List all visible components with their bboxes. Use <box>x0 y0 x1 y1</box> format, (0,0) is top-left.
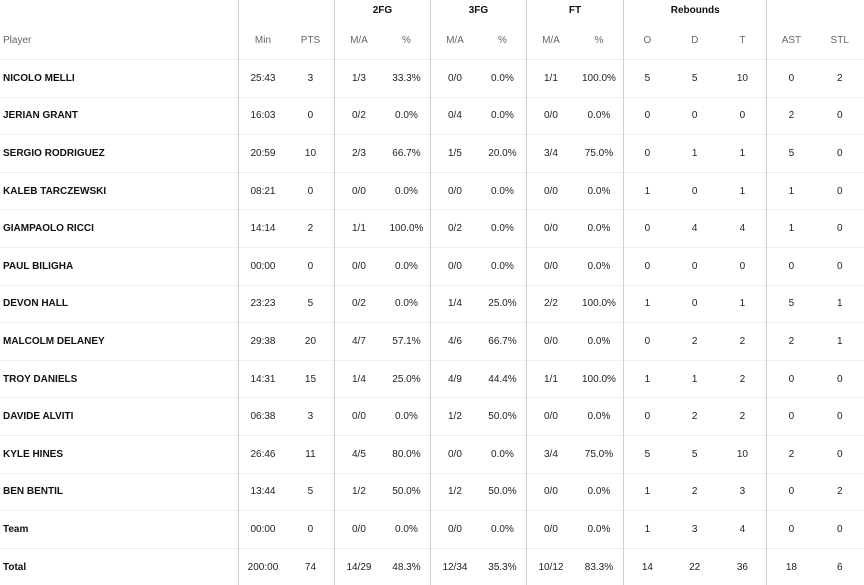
group-header-min-pts <box>238 0 334 21</box>
fg3-percent-cell: 0.0% <box>479 435 527 473</box>
ft-made-attempted-cell: 2/2 <box>526 285 575 323</box>
total-rebounds-cell: 2 <box>718 323 767 361</box>
steals-cell: 0 <box>815 172 864 210</box>
fg3-made-attempted-cell: 0/2 <box>430 210 479 248</box>
ft-made-attempted-cell: 1/1 <box>526 60 575 98</box>
fg2-made-attempted-cell: 0/0 <box>334 247 383 285</box>
column-header-row <box>0 21 864 60</box>
column-header-reb-t[interactable]: T <box>718 21 767 60</box>
points-cell: 74 <box>287 548 334 585</box>
table-row <box>0 60 864 98</box>
minutes-cell: 26:46 <box>238 435 287 473</box>
fg3-percent-cell: 50.0% <box>479 473 527 511</box>
fg2-percent-cell: 80.0% <box>383 435 431 473</box>
minutes-cell: 23:23 <box>238 285 287 323</box>
offensive-rebounds-cell: 0 <box>623 247 670 285</box>
fg2-made-attempted-cell: 4/7 <box>334 323 383 361</box>
player-name-cell[interactable]: NICOLO MELLI <box>0 60 238 98</box>
total-rebounds-cell: 4 <box>718 511 767 549</box>
defensive-rebounds-cell: 1 <box>671 360 718 398</box>
player-name-cell[interactable]: PAUL BILIGHA <box>0 247 238 285</box>
fg2-made-attempted-cell: 0/0 <box>334 398 383 436</box>
fg3-percent-cell: 0.0% <box>479 97 527 135</box>
table-row <box>0 210 864 248</box>
offensive-rebounds-cell: 0 <box>623 323 670 361</box>
ft-made-attempted-cell: 3/4 <box>526 435 575 473</box>
points-cell: 11 <box>287 435 334 473</box>
ft-percent-cell: 100.0% <box>575 60 624 98</box>
points-cell: 0 <box>287 172 334 210</box>
stats-body <box>0 60 864 585</box>
fg3-made-attempted-cell: 0/4 <box>430 97 479 135</box>
table-row <box>0 511 864 549</box>
assists-cell: 0 <box>767 398 816 436</box>
table-row <box>0 97 864 135</box>
column-header-ft-ma[interactable]: M/A <box>526 21 575 60</box>
fg2-made-attempted-cell: 1/1 <box>334 210 383 248</box>
fg3-made-attempted-cell: 0/0 <box>430 247 479 285</box>
total-rebounds-cell: 4 <box>718 210 767 248</box>
fg2-percent-cell: 0.0% <box>383 398 431 436</box>
fg3-percent-cell: 44.4% <box>479 360 527 398</box>
defensive-rebounds-cell: 22 <box>671 548 718 585</box>
fg3-made-attempted-cell: 4/6 <box>430 323 479 361</box>
ft-made-attempted-cell: 0/0 <box>526 398 575 436</box>
group-header-2fg: 2FG <box>334 0 430 21</box>
fg3-made-attempted-cell: 0/0 <box>430 172 479 210</box>
fg2-made-attempted-cell: 2/3 <box>334 135 383 173</box>
fg3-made-attempted-cell: 1/4 <box>430 285 479 323</box>
minutes-cell: 14:14 <box>238 210 287 248</box>
ft-made-attempted-cell: 0/0 <box>526 473 575 511</box>
ft-percent-cell: 100.0% <box>575 360 624 398</box>
player-name-cell[interactable]: KALEB TARCZEWSKI <box>0 172 238 210</box>
ft-percent-cell: 100.0% <box>575 285 624 323</box>
total-row <box>0 548 864 585</box>
total-rebounds-cell: 1 <box>718 285 767 323</box>
fg3-made-attempted-cell: 0/0 <box>430 60 479 98</box>
offensive-rebounds-cell: 0 <box>623 398 670 436</box>
fg3-made-attempted-cell: 4/9 <box>430 360 479 398</box>
fg2-made-attempted-cell: 0/2 <box>334 97 383 135</box>
column-header-3fg-pct[interactable]: % <box>479 21 527 60</box>
points-cell: 0 <box>287 97 334 135</box>
fg3-percent-cell: 0.0% <box>479 60 527 98</box>
column-header-pts[interactable]: PTS <box>287 21 334 60</box>
ft-made-attempted-cell: 0/0 <box>526 511 575 549</box>
table-row <box>0 360 864 398</box>
player-name-cell[interactable]: DAVIDE ALVITI <box>0 398 238 436</box>
group-header-3fg: 3FG <box>430 0 526 21</box>
ft-percent-cell: 0.0% <box>575 172 624 210</box>
points-cell: 10 <box>287 135 334 173</box>
player-name-cell[interactable]: JERIAN GRANT <box>0 97 238 135</box>
fg2-made-attempted-cell: 4/5 <box>334 435 383 473</box>
total-rebounds-cell: 36 <box>718 548 767 585</box>
minutes-cell: 00:00 <box>238 511 287 549</box>
ft-made-attempted-cell: 0/0 <box>526 97 575 135</box>
steals-cell: 2 <box>815 473 864 511</box>
total-rebounds-cell: 2 <box>718 360 767 398</box>
column-header-2fg-ma[interactable]: M/A <box>334 21 383 60</box>
offensive-rebounds-cell: 14 <box>623 548 670 585</box>
ft-made-attempted-cell: 1/1 <box>526 360 575 398</box>
fg3-percent-cell: 0.0% <box>479 172 527 210</box>
fg2-percent-cell: 0.0% <box>383 172 431 210</box>
steals-cell: 0 <box>815 398 864 436</box>
fg3-percent-cell: 66.7% <box>479 323 527 361</box>
points-cell: 3 <box>287 60 334 98</box>
column-header-stl[interactable]: STL <box>815 21 864 60</box>
ft-made-attempted-cell: 3/4 <box>526 135 575 173</box>
fg3-percent-cell: 20.0% <box>479 135 527 173</box>
fg2-percent-cell: 25.0% <box>383 360 431 398</box>
total-rebounds-cell: 10 <box>718 435 767 473</box>
column-header-ft-pct[interactable]: % <box>575 21 624 60</box>
assists-cell: 1 <box>767 210 816 248</box>
minutes-cell: 16:03 <box>238 97 287 135</box>
player-name-cell[interactable]: GIAMPAOLO RICCI <box>0 210 238 248</box>
fg2-made-attempted-cell: 0/0 <box>334 172 383 210</box>
group-header-rebounds: Rebounds <box>623 0 766 21</box>
minutes-cell: 13:44 <box>238 473 287 511</box>
player-name-cell[interactable]: TROY DANIELS <box>0 360 238 398</box>
table-row <box>0 172 864 210</box>
steals-cell: 0 <box>815 135 864 173</box>
fg2-made-attempted-cell: 1/2 <box>334 473 383 511</box>
points-cell: 0 <box>287 247 334 285</box>
steals-cell: 0 <box>815 247 864 285</box>
table-row <box>0 135 864 173</box>
fg3-percent-cell: 0.0% <box>479 247 527 285</box>
table-row <box>0 435 864 473</box>
assists-cell: 2 <box>767 97 816 135</box>
fg3-made-attempted-cell: 0/0 <box>430 511 479 549</box>
total-rebounds-cell: 0 <box>718 247 767 285</box>
fg3-percent-cell: 25.0% <box>479 285 527 323</box>
column-header-2fg-pct[interactable]: % <box>383 21 431 60</box>
fg2-percent-cell: 66.7% <box>383 135 431 173</box>
player-name-cell[interactable]: KYLE HINES <box>0 435 238 473</box>
defensive-rebounds-cell: 2 <box>671 398 718 436</box>
ft-percent-cell: 0.0% <box>575 511 624 549</box>
player-name-cell[interactable]: Total <box>0 548 238 585</box>
fg3-made-attempted-cell: 12/34 <box>430 548 479 585</box>
assists-cell: 5 <box>767 285 816 323</box>
steals-cell: 0 <box>815 511 864 549</box>
fg2-made-attempted-cell: 1/4 <box>334 360 383 398</box>
defensive-rebounds-cell: 0 <box>671 172 718 210</box>
ft-percent-cell: 0.0% <box>575 97 624 135</box>
ft-percent-cell: 0.0% <box>575 210 624 248</box>
defensive-rebounds-cell: 2 <box>671 323 718 361</box>
fg2-percent-cell: 48.3% <box>383 548 431 585</box>
points-cell: 3 <box>287 398 334 436</box>
defensive-rebounds-cell: 0 <box>671 285 718 323</box>
fg2-percent-cell: 57.1% <box>383 323 431 361</box>
table-row <box>0 473 864 511</box>
minutes-cell: 00:00 <box>238 247 287 285</box>
fg3-made-attempted-cell: 1/2 <box>430 473 479 511</box>
ft-made-attempted-cell: 0/0 <box>526 210 575 248</box>
table-row <box>0 398 864 436</box>
minutes-cell: 25:43 <box>238 60 287 98</box>
steals-cell: 0 <box>815 360 864 398</box>
column-header-ast[interactable]: AST <box>767 21 816 60</box>
column-header-reb-o[interactable]: O <box>623 21 670 60</box>
ft-made-attempted-cell: 0/0 <box>526 247 575 285</box>
ft-made-attempted-cell: 10/12 <box>526 548 575 585</box>
group-header-ft: FT <box>526 0 623 21</box>
defensive-rebounds-cell: 3 <box>671 511 718 549</box>
defensive-rebounds-cell: 2 <box>671 473 718 511</box>
fg3-percent-cell: 0.0% <box>479 511 527 549</box>
offensive-rebounds-cell: 0 <box>623 210 670 248</box>
fg2-percent-cell: 50.0% <box>383 473 431 511</box>
column-header-3fg-ma[interactable]: M/A <box>430 21 479 60</box>
fg2-percent-cell: 0.0% <box>383 97 431 135</box>
fg2-made-attempted-cell: 14/29 <box>334 548 383 585</box>
player-name-cell[interactable]: Team <box>0 511 238 549</box>
minutes-cell: 20:59 <box>238 135 287 173</box>
steals-cell: 1 <box>815 285 864 323</box>
offensive-rebounds-cell: 1 <box>623 360 670 398</box>
table-row <box>0 247 864 285</box>
fg2-percent-cell: 0.0% <box>383 247 431 285</box>
points-cell: 5 <box>287 473 334 511</box>
offensive-rebounds-cell: 1 <box>623 172 670 210</box>
assists-cell: 0 <box>767 60 816 98</box>
ft-percent-cell: 75.0% <box>575 435 624 473</box>
player-name-cell[interactable]: DEVON HALL <box>0 285 238 323</box>
steals-cell: 6 <box>815 548 864 585</box>
offensive-rebounds-cell: 5 <box>623 435 670 473</box>
defensive-rebounds-cell: 5 <box>671 435 718 473</box>
offensive-rebounds-cell: 5 <box>623 60 670 98</box>
ft-made-attempted-cell: 0/0 <box>526 323 575 361</box>
ft-made-attempted-cell: 0/0 <box>526 172 575 210</box>
steals-cell: 2 <box>815 60 864 98</box>
fg3-made-attempted-cell: 0/0 <box>430 435 479 473</box>
player-name-cell[interactable]: BEN BENTIL <box>0 473 238 511</box>
fg2-percent-cell: 33.3% <box>383 60 431 98</box>
total-rebounds-cell: 3 <box>718 473 767 511</box>
column-header-reb-d[interactable]: D <box>671 21 718 60</box>
ft-percent-cell: 0.0% <box>575 473 624 511</box>
defensive-rebounds-cell: 5 <box>671 60 718 98</box>
ft-percent-cell: 75.0% <box>575 135 624 173</box>
assists-cell: 18 <box>767 548 816 585</box>
assists-cell: 2 <box>767 435 816 473</box>
ft-percent-cell: 0.0% <box>575 398 624 436</box>
minutes-cell: 08:21 <box>238 172 287 210</box>
fg2-made-attempted-cell: 0/2 <box>334 285 383 323</box>
offensive-rebounds-cell: 0 <box>623 135 670 173</box>
minutes-cell: 06:38 <box>238 398 287 436</box>
ft-percent-cell: 83.3% <box>575 548 624 585</box>
fg3-made-attempted-cell: 1/2 <box>430 398 479 436</box>
steals-cell: 0 <box>815 435 864 473</box>
fg2-made-attempted-cell: 0/0 <box>334 511 383 549</box>
total-rebounds-cell: 1 <box>718 172 767 210</box>
fg3-percent-cell: 50.0% <box>479 398 527 436</box>
player-name-cell[interactable]: SERGIO RODRIGUEZ <box>0 135 238 173</box>
fg2-made-attempted-cell: 1/3 <box>334 60 383 98</box>
fg2-percent-cell: 100.0% <box>383 210 431 248</box>
fg3-made-attempted-cell: 1/5 <box>430 135 479 173</box>
assists-cell: 5 <box>767 135 816 173</box>
total-rebounds-cell: 0 <box>718 97 767 135</box>
fg3-percent-cell: 35.3% <box>479 548 527 585</box>
assists-cell: 0 <box>767 247 816 285</box>
steals-cell: 0 <box>815 97 864 135</box>
assists-cell: 1 <box>767 172 816 210</box>
ft-percent-cell: 0.0% <box>575 247 624 285</box>
total-rebounds-cell: 10 <box>718 60 767 98</box>
assists-cell: 0 <box>767 473 816 511</box>
ft-percent-cell: 0.0% <box>575 323 624 361</box>
fg2-percent-cell: 0.0% <box>383 511 431 549</box>
offensive-rebounds-cell: 1 <box>623 473 670 511</box>
fg3-percent-cell: 0.0% <box>479 210 527 248</box>
assists-cell: 0 <box>767 360 816 398</box>
column-header-min[interactable]: Min <box>238 21 287 60</box>
points-cell: 2 <box>287 210 334 248</box>
defensive-rebounds-cell: 0 <box>671 97 718 135</box>
total-rebounds-cell: 1 <box>718 135 767 173</box>
offensive-rebounds-cell: 1 <box>623 511 670 549</box>
group-header-empty <box>0 0 238 21</box>
defensive-rebounds-cell: 4 <box>671 210 718 248</box>
steals-cell: 0 <box>815 210 864 248</box>
table-row <box>0 323 864 361</box>
points-cell: 20 <box>287 323 334 361</box>
steals-cell: 1 <box>815 323 864 361</box>
assists-cell: 0 <box>767 511 816 549</box>
player-name-cell[interactable]: MALCOLM DELANEY <box>0 323 238 361</box>
column-header-player[interactable]: Player <box>0 21 238 60</box>
offensive-rebounds-cell: 1 <box>623 285 670 323</box>
defensive-rebounds-cell: 0 <box>671 247 718 285</box>
defensive-rebounds-cell: 1 <box>671 135 718 173</box>
group-header-row <box>0 0 864 21</box>
points-cell: 15 <box>287 360 334 398</box>
minutes-cell: 29:38 <box>238 323 287 361</box>
points-cell: 0 <box>287 511 334 549</box>
table-row <box>0 285 864 323</box>
points-cell: 5 <box>287 285 334 323</box>
minutes-cell: 14:31 <box>238 360 287 398</box>
group-header-ast-stl <box>767 0 864 21</box>
offensive-rebounds-cell: 0 <box>623 97 670 135</box>
assists-cell: 2 <box>767 323 816 361</box>
fg2-percent-cell: 0.0% <box>383 285 431 323</box>
minutes-cell: 200:00 <box>238 548 287 585</box>
total-rebounds-cell: 2 <box>718 398 767 436</box>
